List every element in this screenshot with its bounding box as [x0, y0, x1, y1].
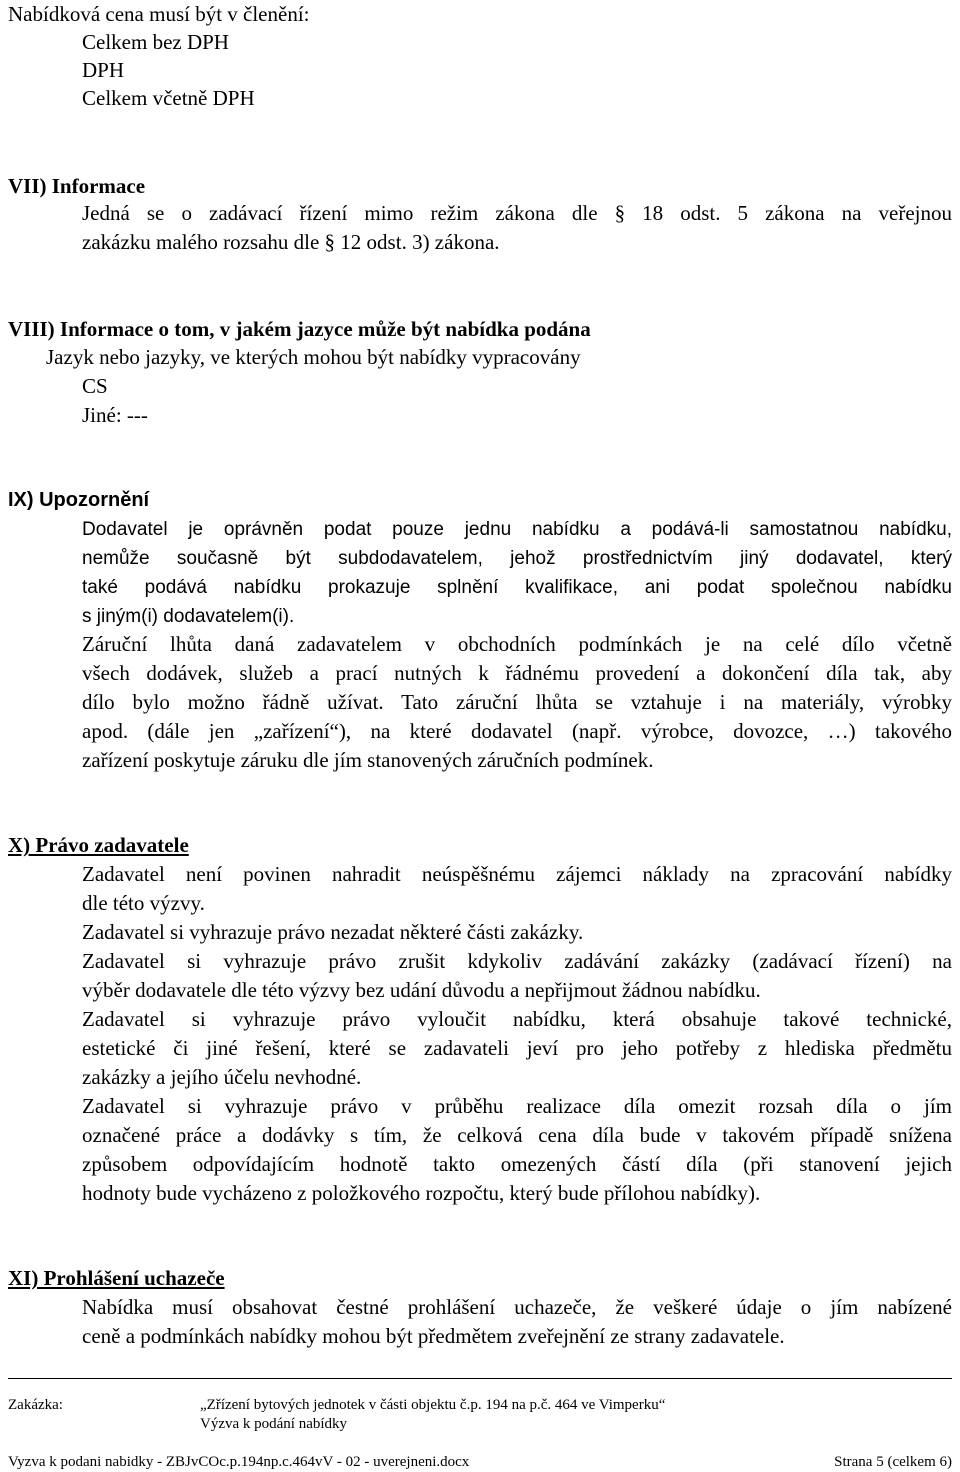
section-ix-p1-line3: také podává nabídku prokazuje splnění kvalifikace, ani podat společnou nabídku	[82, 577, 952, 598]
section-x-p5-line2: označené práce a dodávky s tím, že celková cena díla bude v takovém případě snížena	[82, 1123, 952, 1147]
section-x-p5-line1: Zadavatel si vyhrazuje právo v průběhu realizace díla omezit rozsah díla o jím	[82, 1094, 952, 1118]
footer-filename: Vyzva k podani nabidky - ZBJvCOc.p.194np.c.464vV - 02 - uverejneni.docx	[8, 1454, 470, 1470]
section-x-p1-line2: dle této výzvy.	[82, 891, 205, 915]
section-ix-p2-line2: všech dodávek, služeb a prací nutných k řádnému provedení a dokončení díla tak, aby	[82, 661, 952, 685]
section-ix-p2-line4: apod. (dále jen „zařízení“), na které dodavatel (např. výrobce, dovozce, …) takového	[82, 719, 952, 743]
price-breakdown-heading: Nabídková cena musí být v členění:	[8, 2, 310, 26]
section-x-p4-line3: zakázky a jejího účelu nevhodné.	[82, 1065, 362, 1089]
section-x-p4-line2: estetické či jiné řešení, které se zadavateli jeví pro jeho potřeby z hlediska předmětu	[82, 1036, 952, 1060]
section-viii-title: VIII) Informace o tom, v jakém jazyce může být nabídka podána	[8, 317, 591, 341]
language-other: Jiné: ---	[82, 403, 148, 427]
price-item-vat: DPH	[82, 58, 125, 82]
section-vii-text-line2: zakázku malého rozsahu dle § 12 odst. 3) zákona.	[82, 230, 500, 254]
section-xi-title: XI) Prohlášení uchazeče	[8, 1266, 225, 1290]
section-x-p4-line1: Zadavatel si vyhrazuje právo vyloučit nabídku, která obsahuje takové technické,	[82, 1007, 952, 1031]
section-x-title: X) Právo zadavatele	[8, 833, 189, 857]
price-item-without-vat: Celkem bez DPH	[82, 30, 229, 54]
footer-project-title: „Zřízení bytových jednotek v části objektu č.p. 194 na p.č. 464 ve Vimperku“	[200, 1397, 666, 1413]
section-x-p3-line2: výběr dodavatele dle této výzvy bez udání důvodu a nepřijmout žádnou nabídku.	[82, 978, 761, 1002]
section-ix-p2-line3: dílo bylo možno řádně užívat. Tato záruční lhůta se vztahuje i na materiály, výrobky	[82, 690, 952, 714]
section-ix-p2-line5: zařízení poskytuje záruku dle jím stanovených záručních podmínek.	[82, 748, 654, 772]
footer-divider	[8, 1378, 952, 1379]
section-x-p3-line1: Zadavatel si vyhrazuje právo zrušit kdykoliv zadávání zakázky (zadávací řízení) na	[82, 949, 952, 973]
footer-label: Zakázka:	[8, 1397, 63, 1413]
language-cs: CS	[82, 374, 108, 398]
section-vii-title: VII) Informace	[8, 174, 146, 198]
section-ix-p1-line1: Dodavatel je oprávněn podat pouze jednu nabídku a podává-li samostatnou nabídku,	[82, 519, 952, 540]
price-item-with-vat: Celkem včetně DPH	[82, 86, 255, 110]
section-ix-p1-line4: s jiným(i) dodavatelem(i).	[82, 606, 295, 627]
section-x-p5-line4: hodnoty bude vycházeno z položkového rozpočtu, který bude přílohou nabídky).	[82, 1181, 761, 1205]
section-ix-p2-line1: Záruční lhůta daná zadavatelem v obchodních podmínkách je na celé dílo včetně	[82, 632, 952, 656]
section-ix-p1-line2: nemůže současně být subdodavatelem, jehož prostřednictvím jiný dodavatel, který	[82, 548, 952, 569]
section-ix-title: IX) Upozornění	[8, 489, 150, 511]
section-xi-p1-line1: Nabídka musí obsahovat čestné prohlášení uchazeče, že veškeré údaje o jím nabízené	[82, 1295, 952, 1319]
footer-document-title: Výzva k podání nabídky	[200, 1416, 348, 1432]
section-x-p1-line1: Zadavatel není povinen nahradit neúspěšnému zájemci náklady na zpracování nabídky	[82, 862, 952, 886]
footer-page-number: Strana 5 (celkem 6)	[834, 1454, 952, 1470]
section-x-p5-line3: způsobem odpovídajícím hodnotě takto omezených částí díla (při stanovení jejich	[82, 1152, 952, 1176]
language-question: Jazyk nebo jazyky, ve kterých mohou být nabídky vypracovány	[46, 345, 581, 369]
section-vii-text-line1: Jedná se o zadávací řízení mimo režim zákona dle § 18 odst. 5 zákona na veřejnou	[82, 201, 952, 225]
section-xi-p1-line2: ceně a podmínkách nabídky mohou být předmětem zveřejnění ze strany zadavatele.	[82, 1324, 785, 1348]
section-x-p2-line1: Zadavatel si vyhrazuje právo nezadat některé části zakázky.	[82, 920, 584, 944]
